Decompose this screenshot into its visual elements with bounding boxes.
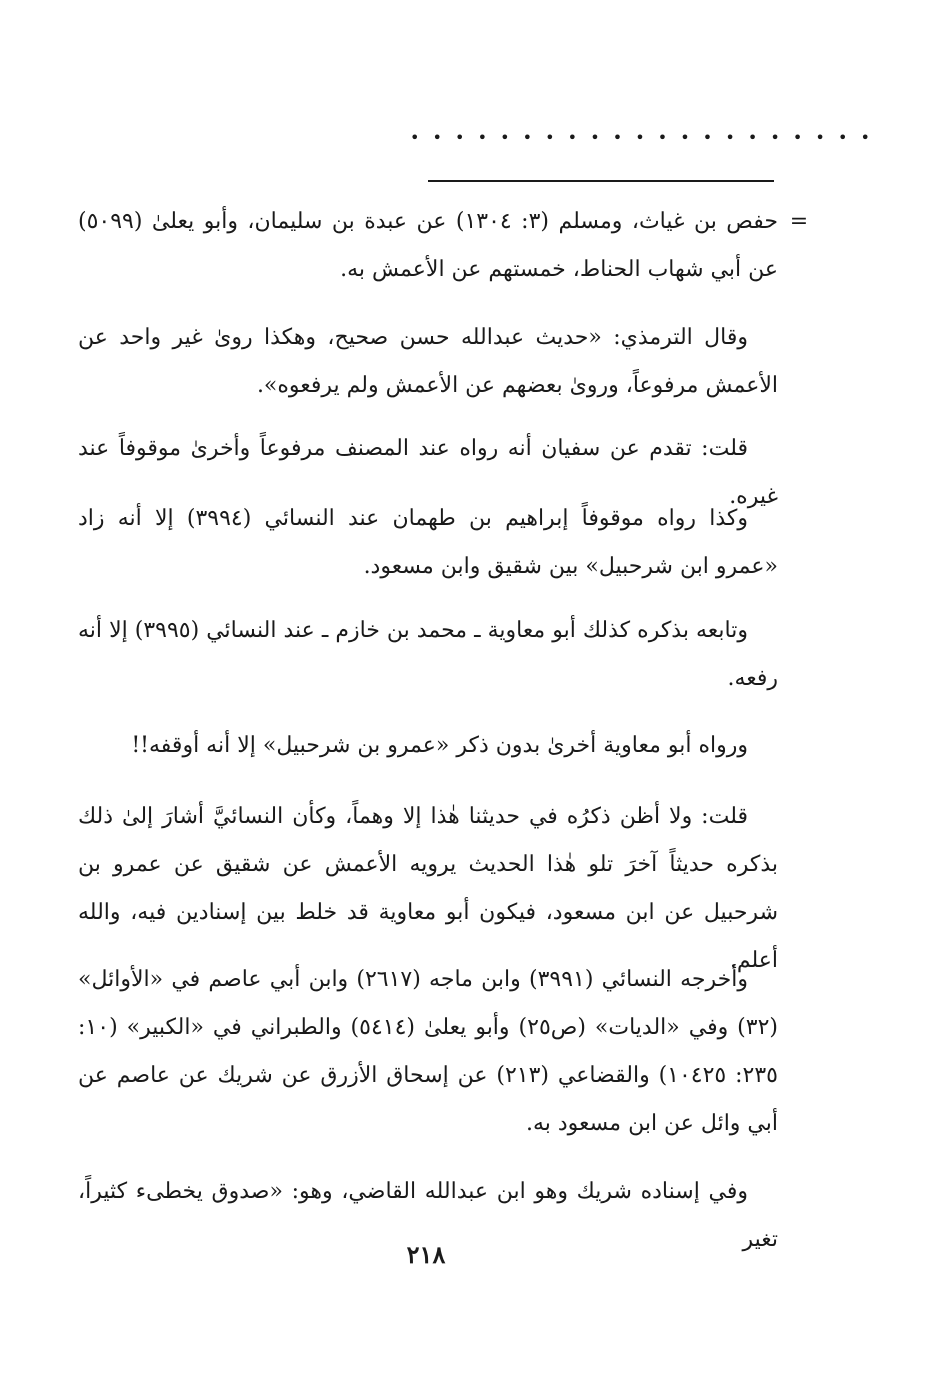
paragraph-text: قلت: تقدم عن سفيان أنه رواه عند المصنف مرفوعاً وأخرىٰ موقوفاً عند غيره.	[78, 436, 778, 509]
paragraph-text: وأخرجه النسائي (٣٩٩١) وابن ماجه (٢٦١٧) وابن أبي عاصم في «الأوائل» (٣٢) وفي «الديات» (ص٢٥) وأبو يعلىٰ (٥٤١٤) والطبراني في «الكبير» (١٠: ٢٣٥: ١٠٤٢٥) والقضاعي (٢١٣) عن إسحاق الأزرق عن شريك عن عاصم عن أبي وائل عن ابن مسعود به.	[78, 967, 779, 1136]
paragraph-text: وتابعه بذكره كذلك أبو معاوية ـ محمد بن خازم ـ عند النسائي (٣٩٩٥) إلا أنه رفعه.	[78, 618, 778, 691]
page-number: ٢١٨	[406, 1240, 446, 1269]
paragraph-text: وقال الترمذي: «حديث عبدالله حسن صحيح، وهكذا رویٰ غير واحد عن الأعمش مرفوعاً، ورویٰ بعضهم عن الأعمش ولم يرفعوه».	[78, 325, 778, 398]
paragraph-continuation	[78, 198, 813, 294]
paragraph-text: وفي إسناده شريك وهو ابن عبدالله القاضي، وهو: «صدوق يخطىء كثيراً، تغير	[78, 1179, 778, 1252]
paragraph-text: حفص بن غياث، ومسلم (٣: ١٣٠٤) عن عبدة بن سليمان، وأبو يعلىٰ (٥٠٩٩) عن أبي شهاب الحناط، خمستهم عن الأعمش به.	[78, 209, 778, 282]
paragraph-text: قلت: ولا أظن ذكرُه في حديثنا هٰذا إلا وهماً، وكأن النسائيَّ أشارَ إلىٰ ذلك بذكره حديثاً آخرَ تلو هٰذا الحديث يرويه الأعمش عن شقيق عن عمرو بن شرحبيل عن ابن مسعود، فيكون أبو معاوية قد خلط بين إسنادين فيه، والله أعلم.	[78, 804, 778, 973]
paragraph-text: ورواه أبو معاوية أخرىٰ بدون ذكر «عمرو بن شرحبيل» إلا أنه أوقفه!!	[131, 733, 748, 758]
paragraph-tirmidhi	[78, 314, 778, 410]
ornament-dots: • • • • • • • • • • • • • • • • • • • • •	[410, 128, 874, 147]
paragraph-abu-muawiya	[78, 607, 778, 703]
paragraph-ibrahim	[78, 495, 778, 591]
footnote-separator-rule	[428, 180, 774, 182]
paragraph-text: وكذا رواه موقوفاً إبراهيم بن طهمان عند النسائي (٣٩٩٤) إلا أنه زاد «عمرو ابن شرحبيل» بين شقيق وابن مسعود.	[78, 506, 778, 579]
continuation-marker: =	[789, 209, 809, 234]
paragraph-abu-muawiya-other	[78, 722, 778, 770]
paragraph-takhrij	[78, 956, 778, 1148]
